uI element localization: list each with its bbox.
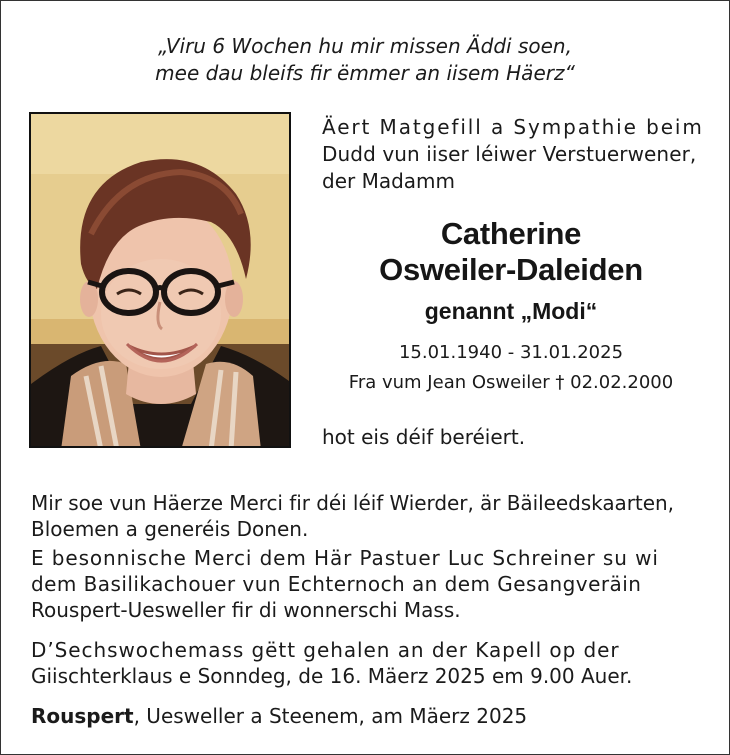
intro-text <box>322 114 704 195</box>
thanks-p3-line-2: Giischterklaus e Sonndeg, de 16. Mäerz 2025 em 9.00 Auer. <box>31 664 633 688</box>
thanks-p2-line-3: Rouspert-Uesweller fir di wonnerschi Mass. <box>31 598 461 622</box>
signature-rest: , Uesweller a Steenem, am Mäerz 2025 <box>133 704 528 728</box>
deceased-name <box>322 216 700 288</box>
quote-line-2: mee dau bleifs fir ëmmer an iisem Häerz“ <box>155 61 575 85</box>
signature-place: Rouspert <box>31 704 134 728</box>
last-name: Osweiler-Daleiden <box>379 252 643 287</box>
memorial-quote <box>0 33 730 87</box>
thanks-paragraph-3 <box>31 637 699 689</box>
life-dates: 15.01.1940 - 31.01.2025 <box>398 342 624 363</box>
nickname: genannt „Modi“ <box>424 298 598 324</box>
portrait-photo <box>29 112 291 448</box>
thanks-p1-line-1: Mir soe vun Häerze Merci fir déi léif Wierder, är Bäileedskaarten, <box>31 491 674 515</box>
nickname-block <box>322 296 700 326</box>
intro-line-2: Dudd vun iiser léiwer Verstuerwener, <box>322 142 697 166</box>
quote-line-1: „Viru 6 Wochen hu mir missen Äddi soen, <box>158 34 572 58</box>
outro-text: hot eis déif beréiert. <box>322 425 526 449</box>
spouse-line: Fra vum Jean Osweiler † 02.02.2000 <box>348 372 674 393</box>
thanks-p1-line-2: Bloemen a generéis Donen. <box>31 517 309 541</box>
signature-line <box>31 704 527 728</box>
first-name: Catherine <box>440 216 582 251</box>
intro-line-1: Äert Matgefill a Sympathie beim <box>322 115 704 139</box>
thanks-p2-line-1: E besonnische Merci dem Här Pastuer Luc Schreiner su wi <box>31 546 659 570</box>
intro-line-3: der Madamm <box>322 169 456 193</box>
thanks-p2-line-2: dem Basilikachouer vun Echternoch an dem Gesangveräin <box>31 572 642 596</box>
thanks-p3-line-1: D’Sechswochemass gëtt gehalen an der Kapell op der <box>31 638 620 662</box>
portrait-illustration <box>31 114 291 448</box>
thanks-paragraph-2 <box>31 545 699 623</box>
thanks-paragraph-1 <box>31 490 699 542</box>
dates-block <box>322 340 700 396</box>
